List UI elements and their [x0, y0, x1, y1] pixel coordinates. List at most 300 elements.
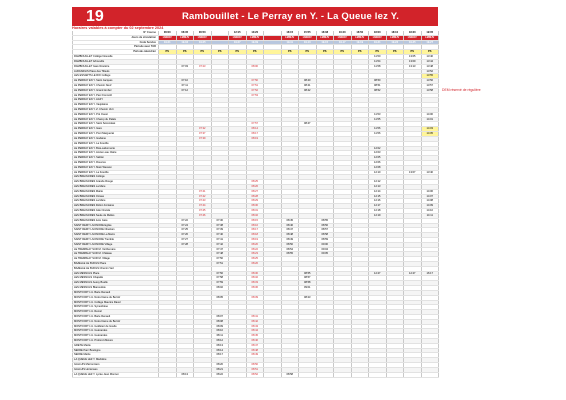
stop-name: LE PERRAY EN Y. Main Wesson	[73, 165, 159, 170]
time-cell: 12:19	[369, 213, 387, 218]
time-cell: 12:10	[369, 170, 387, 175]
time-cell: 07:43	[194, 199, 212, 204]
time-cell: 13:40	[421, 55, 439, 60]
stop-name: LES BREVIAIRES Rollon Fontaine	[73, 204, 159, 209]
time-cell: 08:55	[281, 252, 299, 257]
stop-name: LES MESNULS Blancedoie	[73, 286, 159, 291]
time-cell: 08:32	[246, 276, 264, 281]
time-cell	[351, 372, 369, 377]
time-cell: 07:22	[176, 218, 194, 223]
header-cell: 19-03	[176, 40, 194, 45]
time-cell: 12:14	[369, 189, 387, 194]
header-cell: 16:08	[316, 31, 334, 35]
time-cell: 07:30	[211, 218, 229, 223]
time-cell: 08:41	[299, 83, 317, 88]
header-cell: PS	[404, 50, 422, 55]
time-cell: 08:56	[316, 223, 334, 228]
time-cell: 12:08	[369, 165, 387, 170]
header-cell: PS	[194, 50, 212, 55]
time-cell: 07:50	[246, 79, 264, 84]
time-cell: 12:05	[369, 156, 387, 161]
stop-name: MONTFORT L'A. Barie Renault	[73, 314, 159, 319]
header-cell: 18:10	[386, 31, 404, 35]
time-cell: 08:48	[246, 348, 264, 353]
time-cell: 13:52	[421, 69, 439, 74]
header-cell: LMMJV	[246, 35, 264, 40]
time-cell: 07:48	[211, 252, 229, 257]
header-cell: PS	[421, 50, 439, 55]
time-cell: 08:25	[246, 180, 264, 185]
stop-name: GALLUIS Marronniers	[73, 363, 159, 368]
time-cell: 07:47	[211, 247, 229, 252]
stop-name: LES BREVIAIRES Gde Orande	[73, 209, 159, 214]
header-cell: LMMJV	[369, 35, 387, 40]
time-cell: 07:45	[194, 209, 212, 214]
time-cell: 08:39	[246, 295, 264, 300]
time-cell: 09:05	[316, 252, 334, 257]
time-cell: 07:42	[211, 242, 229, 247]
stop-name: LE PERRAY EN Y. Saint Sécondeat	[73, 122, 159, 127]
stop-name: RAMBOUILLET Arbouville	[73, 59, 159, 64]
time-cell: 07:56	[211, 271, 229, 276]
time-cell: 07:51	[246, 83, 264, 88]
time-cell: 14:08	[421, 199, 439, 204]
time-cell: 08:33	[246, 281, 264, 286]
stop-name: LE PERRAY EN Y. Sablat	[73, 156, 159, 161]
stop-name: LE PERRAY EN Y. Godaine	[73, 136, 159, 141]
header-cell: PS	[229, 50, 247, 55]
time-cell: 08:17	[246, 132, 264, 137]
header-cell: LMMJV	[229, 35, 247, 40]
time-cell: 08:13	[211, 343, 229, 348]
time-cell: 13:48	[421, 64, 439, 69]
stop-name: LE PERRAY EN Y. Grand Ambel	[73, 88, 159, 93]
time-cell: 08:58	[299, 281, 317, 286]
stop-name: RAMBOUILLET Collège Nouvelle	[73, 55, 159, 60]
time-cell	[369, 372, 387, 377]
header-cell: PS	[211, 50, 229, 55]
header-cell: 19-27	[421, 40, 439, 45]
time-cell: 07:51	[211, 262, 229, 267]
time-cell: 07:59	[211, 281, 229, 286]
time-cell: 08:12	[211, 339, 229, 344]
route-header-bar	[72, 7, 438, 26]
header-cell: PS	[316, 50, 334, 55]
time-cell: 07:25	[176, 228, 194, 233]
time-cell: 07:27	[176, 237, 194, 242]
time-cell: 11:50	[369, 55, 387, 60]
time-cell: 08:46	[246, 339, 264, 344]
time-cell: 14:03	[421, 127, 439, 132]
header-cell: LMMJV	[176, 35, 194, 40]
stop-name: LE PERRAY EN Y. Pont Marguerat	[73, 132, 159, 137]
time-cell: 08:28	[246, 194, 264, 199]
time-cell: 08:22	[211, 372, 229, 377]
header-cell: LMMJV	[299, 35, 317, 40]
time-cell: 07:03	[176, 64, 194, 69]
time-cell: 08:26	[246, 185, 264, 190]
time-cell: 08:00	[246, 64, 264, 69]
time-cell: 11:55	[369, 117, 387, 122]
time-cell: 08:48	[281, 233, 299, 238]
time-cell: 07:57	[246, 122, 264, 127]
header-cell: LMMJV	[194, 35, 212, 40]
time-cell: 07:11	[176, 83, 194, 88]
time-cell: 07:39	[194, 136, 212, 141]
stop-name: LES BREVIAIRES Octave	[73, 194, 159, 199]
stop-name: LE TREMBLAY SUR M. Château	[73, 252, 159, 257]
time-cell: 07:52	[246, 88, 264, 93]
time-cell: 08:44	[246, 329, 264, 334]
header-cell: 19:05	[421, 31, 439, 35]
header-cell: 06:50	[194, 31, 212, 35]
stop-name: LE TREMBLAY SUR M. Verthemare	[73, 247, 159, 252]
time-cell: 07:44	[194, 204, 212, 209]
stop-name: LE PERRAY EN Y. Rouvres	[73, 160, 159, 165]
validity-note: Horaires valables à compter du 02 septembre 2024	[72, 26, 164, 30]
stop-name: SAINT REMY L'HONORE Eglise	[73, 223, 159, 228]
time-cell	[334, 372, 352, 377]
time-cell: 07:46	[194, 213, 212, 218]
time-cell: 11:58	[369, 64, 387, 69]
header-cell: 19-07	[229, 40, 247, 45]
header-cell: 19-23	[386, 40, 404, 45]
stop-name: SAINT REMY L'HONORE Oberkan	[73, 228, 159, 233]
time-cell: 12:18	[369, 209, 387, 214]
stop-name: MONTFORT L'A. Barie Renault	[73, 290, 159, 295]
header-cell: PS	[369, 50, 387, 55]
route-title: Rambouillet - Le Perray en Y. - La Queue lez Y.	[182, 11, 400, 22]
header-cell: PS	[386, 50, 404, 55]
time-cell: 08:41	[246, 314, 264, 319]
header-cell: PS	[176, 50, 194, 55]
time-cell: 14:07	[421, 194, 439, 199]
time-cell: 08:51	[246, 367, 264, 372]
time-cell: 12:17	[369, 204, 387, 209]
time-cell: 08:46	[281, 223, 299, 228]
stop-name: GRETE Mairie	[73, 343, 159, 348]
time-cell: 08:54	[281, 247, 299, 252]
header-cell: 19-01	[159, 40, 177, 45]
header-cell: LMMJV	[159, 35, 177, 40]
time-cell: 08:27	[246, 189, 264, 194]
time-cell: 07:42	[194, 194, 212, 199]
time-cell: 08:15	[246, 218, 264, 223]
stop-name: LE PERRAY EN Y. Champ du Palais	[73, 117, 159, 122]
header-cell: 19-13	[299, 40, 317, 45]
time-cell: 12:16	[369, 199, 387, 204]
time-cell: 08:43	[246, 324, 264, 329]
time-cell	[421, 372, 439, 377]
stop-name: LES BREVIAIRES Collège	[73, 175, 159, 180]
header-cell: 06:00	[159, 31, 177, 35]
time-cell: 12:02	[369, 146, 387, 151]
time-cell: 08:17	[246, 228, 264, 233]
time-cell: 08:14	[246, 127, 264, 132]
stop-name: RAMBOUILLET Gare Routière	[73, 64, 159, 69]
time-cell: 08:23	[299, 295, 317, 300]
stop-name: MONTFORT L'A. Guérandes	[73, 329, 159, 334]
time-cell: 08:31	[246, 209, 264, 214]
header-cell: 19-25	[404, 40, 422, 45]
stop-name: MONTFORT L'A. Guérandes	[73, 334, 159, 339]
time-cell: 13:13	[404, 64, 422, 69]
time-cell: 08:47	[299, 122, 317, 127]
time-cell: 08:32	[246, 213, 264, 218]
header-cell: PS	[334, 50, 352, 55]
time-cell: 08:45	[246, 334, 264, 339]
header-cell: 19-21	[369, 40, 387, 45]
time-cell: 12:27	[404, 271, 422, 276]
header-cell: PS	[281, 50, 299, 55]
time-cell: 11:53	[369, 112, 387, 117]
time-cell: 08:52	[246, 372, 264, 377]
stop-name: NEFRE Parc Boulogne	[73, 348, 159, 353]
header-label: Période avec TAD	[73, 45, 159, 50]
time-cell: 08:50	[281, 242, 299, 247]
header-label: Code Service	[73, 40, 159, 45]
time-cell: 14:01	[421, 117, 439, 122]
stop-name: LES BREVIAIRES La Mare	[73, 199, 159, 204]
stop-name: LES BREVIAIRES Saule de Melles	[73, 213, 159, 218]
stop-name: LE PERRAY EN Y. Gare	[73, 127, 159, 132]
time-cell: 08:42	[246, 319, 264, 324]
time-cell: 13:58	[421, 88, 439, 93]
time-cell: 12:06	[369, 160, 387, 165]
time-cell: 08:08	[211, 319, 229, 324]
time-cell: 08:58	[281, 372, 299, 377]
time-cell: 13:57	[421, 83, 439, 88]
time-cell	[229, 372, 247, 377]
stop-name: SAINT REMY L'HONORE Village	[73, 242, 159, 247]
time-cell: 12:15	[369, 194, 387, 199]
header-cell: PS	[159, 50, 177, 55]
time-cell: 07:40	[211, 233, 229, 238]
time-cell: 08:19	[246, 136, 264, 141]
side-note: DEM réservé de régulière	[442, 88, 481, 92]
header-cell: LMMJV	[281, 35, 299, 40]
header-cell: 18:00	[369, 31, 387, 35]
time-cell: 13:07	[404, 170, 422, 175]
time-cell: 07:39	[211, 228, 229, 233]
time-cell: 08:11	[211, 334, 229, 339]
header-cell: 16:15	[281, 31, 299, 35]
header-cell: 19-11	[281, 40, 299, 45]
time-cell: 07:28	[176, 242, 194, 247]
time-cell: 07:41	[211, 237, 229, 242]
stop-name: MONTFORT L'A. Collège Maurice Ravel	[73, 300, 159, 305]
time-cell: 09:00	[316, 242, 334, 247]
header-cell: 13:20	[246, 31, 264, 35]
time-cell: 08:36	[246, 286, 264, 291]
time-cell: 14:11	[421, 213, 439, 218]
timetable	[72, 31, 439, 378]
time-cell: 08:14	[211, 348, 229, 353]
time-cell: 13:56	[421, 79, 439, 84]
time-cell: 08:49	[246, 353, 264, 358]
time-cell: 08:17	[211, 353, 229, 358]
time-cell: 11:54	[369, 59, 387, 64]
time-cell: 14:06	[421, 189, 439, 194]
stop-name: LE PERRAY EN Y. Vaujolaine	[73, 103, 159, 108]
stop-name: MONTFORT L'A. Notre Dame du Bel Air	[73, 295, 159, 300]
time-cell: 08:02	[211, 286, 229, 291]
time-cell: 09:01	[299, 286, 317, 291]
time-cell	[194, 372, 212, 377]
time-cell: 08:23	[246, 252, 264, 257]
header-label: Période calendrier	[73, 50, 159, 55]
time-cell: 08:16	[246, 223, 264, 228]
time-cell: 08:30	[246, 271, 264, 276]
time-cell: 08:40	[299, 79, 317, 84]
time-cell: 11:56	[369, 132, 387, 137]
time-cell: 07:32	[194, 127, 212, 132]
time-cell: 08:19	[246, 237, 264, 242]
time-cell: 13:40	[421, 170, 439, 175]
stop-name: MONTFORT L'A. Notre Dame du Bel Air	[73, 319, 159, 324]
time-cell	[159, 372, 177, 377]
header-cell: LMMJV	[404, 35, 422, 40]
time-cell: 08:52	[369, 88, 387, 93]
stop-name: MONTFORT L'A. Goldsteri de Goulle	[73, 324, 159, 329]
header-cell: LMMJV	[334, 35, 352, 40]
time-cell: 16:17	[421, 271, 439, 276]
header-cell: 16:50	[351, 31, 369, 35]
time-cell: 08:47	[246, 343, 264, 348]
time-cell: 13:55	[421, 74, 439, 79]
stop-name: LE PERRAY EN Y. Pré Ouest	[73, 112, 159, 117]
header-cell: 19-17	[334, 40, 352, 45]
stop-name: BAZELLE LE BUFGS Place	[73, 262, 159, 267]
header-cell: 15:55	[299, 31, 317, 35]
time-cell: 13:44	[421, 59, 439, 64]
time-cell: 08:45	[281, 218, 299, 223]
time-cell: 08:49	[281, 237, 299, 242]
time-cell: 08:47	[281, 228, 299, 233]
time-cell: 08:18	[246, 233, 264, 238]
stop-name: LE PERRAY EN Y. Bois-sabonnerie	[73, 146, 159, 151]
time-cell: 09:04	[316, 247, 334, 252]
stop-name: LES ESSARTS LE ROI Collège	[73, 74, 159, 79]
stop-name: LES MESNULS Chapelle	[73, 276, 159, 281]
time-cell: 14:10	[421, 209, 439, 214]
time-cell: 08:50	[369, 79, 387, 84]
time-cell: 08:07	[211, 314, 229, 319]
time-cell: 08:05	[211, 295, 229, 300]
time-cell	[386, 372, 404, 377]
time-cell: 08:50	[246, 363, 264, 368]
stop-name: LES BREVIAIRES Grande Rouge	[73, 180, 159, 185]
stop-name: GALLUIS Hortenses	[73, 367, 159, 372]
stop-name: LE PERRAY EN Y. Parc Fremold	[73, 93, 159, 98]
time-cell: 08:22	[246, 247, 264, 252]
time-cell: 08:25	[246, 257, 264, 262]
time-cell: 14:05	[421, 132, 439, 137]
time-cell: 07:53	[246, 93, 264, 98]
time-cell: 08:13	[176, 372, 194, 377]
time-cell	[316, 372, 334, 377]
stop-name: LE TREMBLAY SUR M. Village	[73, 257, 159, 262]
time-cell: 08:10	[211, 329, 229, 334]
stop-name: LES MESNULS Aussy Buelle	[73, 281, 159, 286]
time-cell: 12:13	[369, 185, 387, 190]
time-cell: 08:26	[246, 262, 264, 267]
stop-name: SAINT REMY L'HONORE La Marre	[73, 233, 159, 238]
stop-name: LE PERRAY EN Y. La Foucille	[73, 141, 159, 146]
time-cell	[404, 372, 422, 377]
time-cell: 07:58	[211, 276, 229, 281]
time-cell: 07:38	[211, 223, 229, 228]
header-cell: LMMJV	[351, 35, 369, 40]
stop-name: LES BREVIAIRES La Mare	[73, 185, 159, 190]
time-cell: 08:42	[299, 88, 317, 93]
time-cell: 07:26	[176, 233, 194, 238]
header-cell: LMMJV	[386, 35, 404, 40]
header-label: Jours de circulation	[73, 35, 159, 40]
time-cell: 08:55	[299, 271, 317, 276]
time-cell: 08:57	[316, 228, 334, 233]
header-label: N° Course	[73, 31, 159, 35]
time-cell: 13:09	[404, 59, 422, 64]
time-cell: 12:27	[369, 271, 387, 276]
time-cell	[264, 372, 282, 377]
time-cell: 07:10	[176, 79, 194, 84]
time-cell: 07:24	[176, 223, 194, 228]
time-cell: 08:20	[246, 242, 264, 247]
time-cell: 08:21	[211, 367, 229, 372]
header-cell: 18:30	[404, 31, 422, 35]
header-cell: 19-05	[194, 40, 212, 45]
time-cell: 08:57	[299, 276, 317, 281]
time-cell: 08:09	[211, 324, 229, 329]
header-cell: 12:15	[229, 31, 247, 35]
time-cell: 14:00	[421, 112, 439, 117]
header-cell: LMMJV	[316, 35, 334, 40]
stop-name: MONTFORT L'A. Synesthèse	[73, 305, 159, 310]
header-cell: PS	[299, 50, 317, 55]
time-cell: 08:58	[316, 233, 334, 238]
header-cell: 06:35	[176, 31, 194, 35]
time-cell: 08:30	[246, 204, 264, 209]
time-cell: 08:55	[316, 218, 334, 223]
header-cell: 19-09	[246, 40, 264, 45]
stop-name: MONTFORT L'A. Profond d'Ecure	[73, 339, 159, 344]
header-cell: 19-19	[351, 40, 369, 45]
header-cell: PS	[351, 50, 369, 55]
stop-name: LE PERRAY EN Y. Ancien eau Claire	[73, 151, 159, 156]
time-cell	[299, 372, 317, 377]
stop-name: BAZELLE LE BUFGS Chemin Vert	[73, 266, 159, 271]
stop-name: LE PERRAY EN Y. Z. Chemin Vert	[73, 108, 159, 113]
route-number: 19	[86, 8, 104, 25]
stop-name: NEFRE Mairie	[73, 353, 159, 358]
stop-name: LA QUEUE LEZ Y. Lycée Jean Monnet	[73, 372, 159, 377]
table-row	[73, 372, 439, 377]
header-cell: 19-15	[316, 40, 334, 45]
stop-name: MONTFORT L'A. Reinel	[73, 310, 159, 315]
time-cell: 12:12	[369, 180, 387, 185]
time-cell: 08:29	[246, 199, 264, 204]
time-cell: 07:41	[194, 189, 212, 194]
time-cell: 14:09	[421, 204, 439, 209]
stop-name: LES BREVIAIRES 1ére Gare	[73, 218, 159, 223]
time-cell: 13:05	[404, 55, 422, 60]
stop-name: SAINT REMY L'HONORE Tremble	[73, 237, 159, 242]
time-cell: 08:59	[316, 237, 334, 242]
header-cell: PS	[246, 50, 264, 55]
stop-name: LE PERRAY EN Y. Chemin Neuf	[73, 83, 159, 88]
stop-name: LA QUEUE LEZ Y. Médoline	[73, 358, 159, 363]
